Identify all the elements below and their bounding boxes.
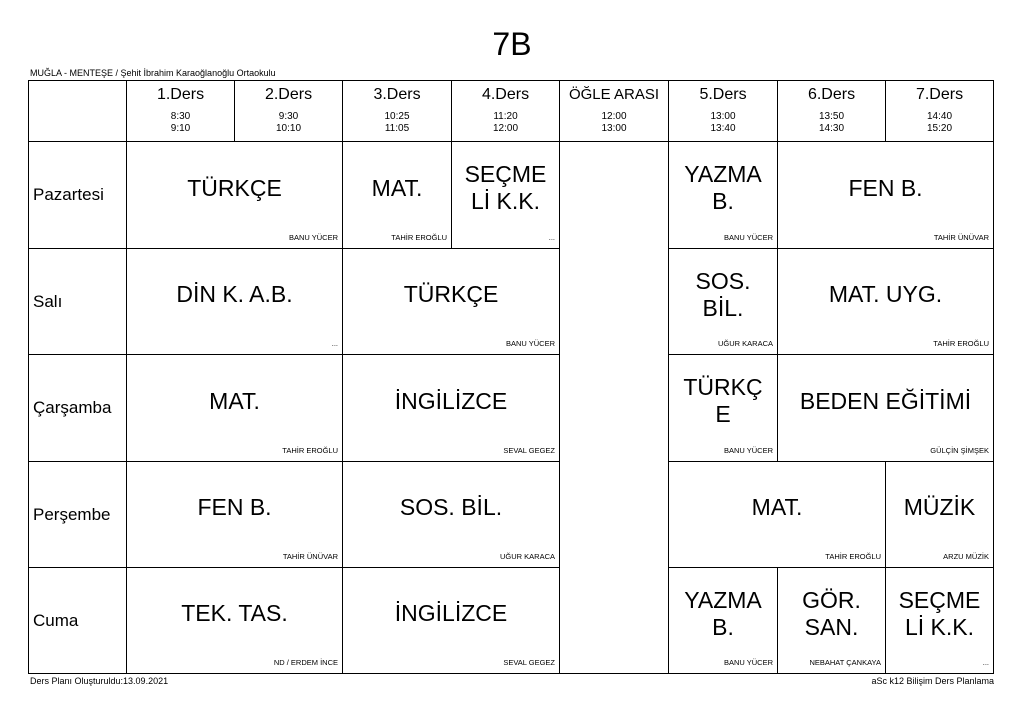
period-name: ÖĞLE ARASI <box>568 86 660 103</box>
lesson-teacher: ... <box>548 233 555 242</box>
timetable-grid <box>28 80 994 674</box>
lesson-cell[interactable] <box>885 567 993 673</box>
period-header <box>234 81 342 141</box>
period-time: 11:20 12:00 <box>492 111 519 134</box>
period-header <box>777 81 885 141</box>
lesson-teacher: TAHİR EROĞLU <box>391 233 447 242</box>
period-header <box>668 81 777 141</box>
day-cell <box>29 354 126 461</box>
lesson-cell[interactable] <box>126 141 342 248</box>
lesson-subject: GÖR. SAN. <box>802 586 861 640</box>
period-name: 3.Ders <box>373 86 421 103</box>
software-credit: aSc k12 Bilişim Ders Planlama <box>871 676 994 686</box>
period-time: 13:00 13:40 <box>710 111 736 134</box>
lesson-teacher: ... <box>982 658 989 667</box>
school-name: MUĞLA - MENTEŞE / Şehit İbrahim Karaoğlanoğlu Ortaokulu <box>30 68 276 78</box>
lesson-cell[interactable] <box>342 141 451 248</box>
lesson-teacher: TAHİR ÜNÜVAR <box>282 552 338 561</box>
period-name: 7.Ders <box>915 86 964 103</box>
period-header <box>126 81 234 141</box>
period-time: 8:30 9:10 <box>170 111 191 134</box>
lesson-cell[interactable] <box>777 567 885 673</box>
lesson-cell[interactable] <box>668 141 777 248</box>
lesson-subject: BEDEN EĞİTİMİ <box>799 387 972 414</box>
lesson-teacher: BANU YÜCER <box>723 233 773 242</box>
lesson-cell[interactable] <box>342 461 559 567</box>
day-label: Salı <box>33 291 63 311</box>
lesson-cell[interactable] <box>668 354 777 461</box>
day-label: Perşembe <box>33 504 111 524</box>
lesson-cell[interactable] <box>342 354 559 461</box>
day-cell <box>29 141 126 248</box>
lesson-subject: TEK. TAS. <box>181 600 288 626</box>
lesson-subject: MAT. UYG. <box>828 281 943 307</box>
lesson-teacher: NEBAHAT ÇANKAYA <box>809 658 881 667</box>
lesson-teacher: TAHİR EROĞLU <box>282 446 338 455</box>
lunch-break-column <box>559 141 668 673</box>
lesson-subject: YAZMA B. <box>684 586 762 640</box>
period-name: 4.Ders <box>481 86 530 103</box>
lesson-cell[interactable] <box>451 141 559 248</box>
lesson-subject: İNGİLİZCE <box>394 387 508 414</box>
lesson-subject: İNGİLİZCE <box>394 600 508 626</box>
lesson-teacher: TAHİR ÜNÜVAR <box>933 233 989 242</box>
period-header <box>885 81 993 141</box>
day-cell <box>29 248 126 354</box>
lesson-subject: SOS. BİL. <box>695 267 751 321</box>
lesson-teacher: SEVAL GEGEZ <box>503 446 555 455</box>
day-label: Çarşamba <box>33 398 112 417</box>
lesson-teacher: BANU YÜCER <box>505 339 555 348</box>
lesson-subject: FEN B. <box>197 494 272 520</box>
lesson-subject: MAT. <box>371 174 423 201</box>
lesson-cell[interactable] <box>126 461 342 567</box>
lesson-teacher: UĞUR KARACA <box>717 339 773 348</box>
lesson-cell[interactable] <box>777 248 993 354</box>
day-cell <box>29 461 126 567</box>
period-time: 14:40 15:20 <box>926 111 953 134</box>
lesson-cell[interactable] <box>668 461 885 567</box>
lesson-cell[interactable] <box>126 248 342 354</box>
period-name: 1.Ders <box>156 86 205 103</box>
period-time: 13:50 14:30 <box>818 111 845 134</box>
lesson-teacher: UĞUR KARACA <box>499 552 555 561</box>
lesson-teacher: ARZU MÜZİK <box>943 552 989 561</box>
lesson-subject: TÜRKÇ E <box>683 374 763 427</box>
lesson-subject: SOS. BİL. <box>399 494 503 520</box>
lesson-subject: TÜRKÇE <box>187 174 282 201</box>
period-name: 2.Ders <box>264 86 313 103</box>
lesson-subject: MAT. <box>209 387 260 414</box>
lesson-cell[interactable] <box>126 354 342 461</box>
lesson-subject: FEN B. <box>848 174 923 201</box>
day-cell <box>29 567 126 673</box>
lesson-cell[interactable] <box>668 567 777 673</box>
lesson-cell[interactable] <box>777 141 993 248</box>
period-time: 12:00 13:00 <box>601 111 627 134</box>
lesson-teacher: TAHİR EROĞLU <box>933 339 989 348</box>
lesson-subject: DİN K. A.B. <box>176 281 293 307</box>
created-date: Ders Planı Oluşturuldu:13.09.2021 <box>30 676 169 686</box>
corner-cell <box>29 81 126 141</box>
lesson-teacher: TAHİR EROĞLU <box>825 552 881 561</box>
lesson-teacher: GÜLÇİN ŞİMŞEK <box>930 446 989 455</box>
lesson-subject: SEÇME Lİ K.K. <box>464 161 547 214</box>
lesson-subject: SEÇME Lİ K.K. <box>898 586 981 640</box>
lunch-header <box>559 81 668 141</box>
period-time: 10:25 11:05 <box>384 111 410 134</box>
lesson-teacher: BANU YÜCER <box>723 658 773 667</box>
lesson-teacher: SEVAL GEGEZ <box>503 658 555 667</box>
lesson-cell[interactable] <box>885 461 993 567</box>
page-title: 7B <box>492 26 532 62</box>
period-time: 9:30 10:10 <box>275 111 302 134</box>
lesson-subject: TÜRKÇE <box>403 281 499 307</box>
lesson-cell[interactable] <box>668 248 777 354</box>
period-header <box>342 81 451 141</box>
lesson-subject: MAT. <box>751 494 803 520</box>
lesson-subject: YAZMA B. <box>684 161 762 214</box>
lesson-cell[interactable] <box>342 567 559 673</box>
period-header <box>451 81 559 141</box>
period-name: 6.Ders <box>807 86 856 103</box>
day-label: Cuma <box>33 610 79 630</box>
lesson-subject: MÜZİK <box>903 494 976 520</box>
lesson-teacher: ... <box>331 339 338 348</box>
lesson-cell[interactable] <box>777 354 993 461</box>
lesson-teacher: ND / ERDEM İNCE <box>273 658 338 667</box>
lesson-cell[interactable] <box>126 567 342 673</box>
day-label: Pazartesi <box>33 185 104 204</box>
lesson-cell[interactable] <box>342 248 559 354</box>
lesson-teacher: BANU YÜCER <box>723 446 773 455</box>
period-name: 5.Ders <box>699 86 747 103</box>
lesson-teacher: BANU YÜCER <box>288 233 338 242</box>
